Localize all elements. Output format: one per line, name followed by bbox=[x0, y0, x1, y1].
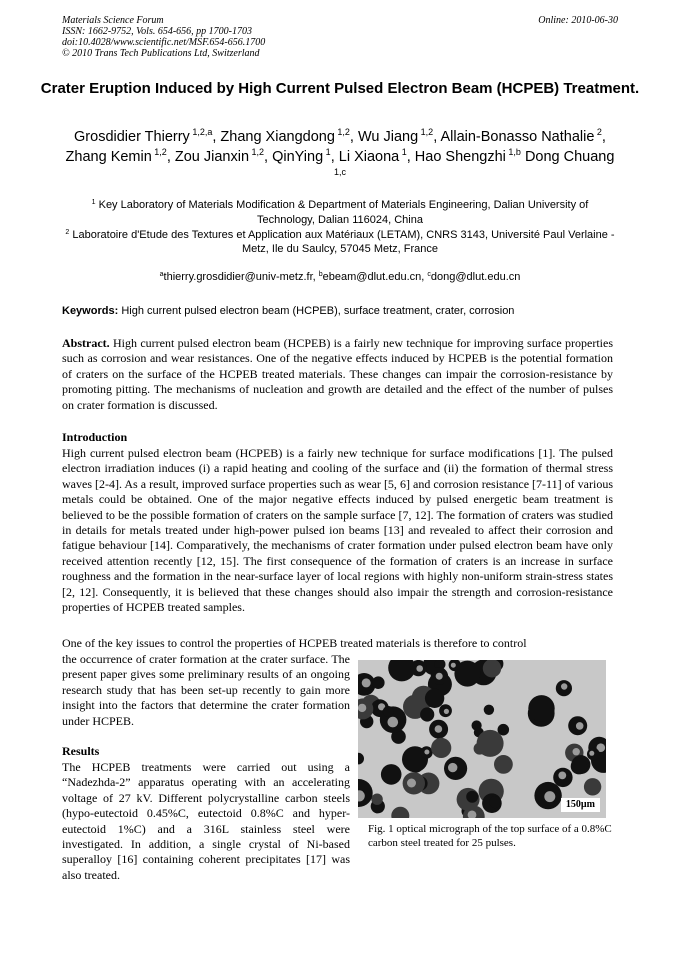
email-address[interactable]: thierry.grosdidier@univ-metz.fr bbox=[163, 271, 313, 283]
keywords-label: Keywords: bbox=[62, 305, 119, 317]
author-affiliation-mark: 1,2 bbox=[418, 127, 434, 137]
author-list: Grosdidier Thierry $^{1,2,a}$, Zhang Xiangdong $^{1,2}$, Wu Jiang $^{1,2}$, Allain-Bonasso Nathalie $^2$, Zhang Kemin $^{1,2}$, Zou Jianxin $^{1,2}$, QinYing $^1$, Li Xiaona $^1$, Hao Shengzhi $^{1,b}$ Dong Chuang $^{1,c}$ bbox=[65, 127, 615, 177]
email-mark: c bbox=[427, 271, 431, 278]
author-affiliation-mark: 1,2 bbox=[334, 127, 350, 137]
author-affiliation-mark: 1,b bbox=[505, 147, 521, 157]
keywords-text: High current pulsed electron beam (HCPEB), surface treatment, crater, corrosion bbox=[121, 305, 515, 317]
journal-doi[interactable]: doi:10.4028/www.scientific.net/MSF.654-656.1700 bbox=[62, 37, 266, 48]
abstract-label: Abstract. bbox=[62, 336, 110, 350]
author-name: Hao Shengzhi bbox=[414, 149, 506, 165]
micrograph-image bbox=[358, 660, 606, 818]
introduction-paragraph-2: One of the key issues to control the properties of HCPEB treated materials is therefore to control bbox=[62, 636, 527, 650]
author-name: QinYing bbox=[272, 149, 324, 165]
author-affiliation-mark: 2 bbox=[594, 127, 602, 137]
author-name: Li Xiaona bbox=[338, 149, 400, 165]
journal-copyright: © 2010 Trans Tech Publications Ltd, Switzerland bbox=[62, 48, 260, 59]
scale-bar-label: 150µm bbox=[561, 798, 600, 812]
author-name: Allain-Bonasso Nathalie bbox=[440, 129, 595, 145]
author-name: Zhang Kemin bbox=[65, 149, 152, 165]
affiliation-number: 2 bbox=[65, 228, 70, 236]
affiliation-text: Laboratoire d'Etude des Textures et Application aux Matériaux (LETAM), CNRS 3143, Université Paul Verlaine - Metz, Ile du Saulcy, 57045 Metz, France bbox=[69, 228, 615, 256]
journal-name: Materials Science Forum bbox=[62, 15, 164, 26]
figure-caption: Fig. 1 optical micrograph of the top surface of a 0.8%C carbon steel treated for 25 pulses. bbox=[368, 823, 612, 849]
abstract bbox=[62, 336, 613, 413]
email-address[interactable]: dong@dlut.edu.cn bbox=[430, 271, 521, 283]
introduction-paragraph-3: the occurrence of crater formation at the crater surface. The present paper gives some preliminary results of an ongoing research study that has been set-up recently to gain more insight into the factors that determine the crater formation under HCPEB. bbox=[62, 652, 350, 728]
introduction-paragraph-1: High current pulsed electron beam (HCPEB) is a fairly new technique for surface modifications [1]. The pulsed electron irradiation induces (i) a rapid heating and cooling of the surface and (ii) the formation of thermal stress waves [2-4]. As a result, improved surface properties such as wear [5, 6] and corrosion resistance [7-11] of various metals could be obtained. One of the major negative effects induced by pulsed energetic beam treatment is believed to be the possible formation of craters on the sample surface [7, 12]. The formation of craters was studied in details for metals treated under high-power pulsed ion beams [13] and revealed to affect their corrosion and fatigue behaviour [14]. Comparatively, the mechanisms of crater formation under pulsed electron beam have only received attention recently [12, 15]. The first consequence of the formation of craters is an increase in surface roughness and the formation in the near-surface layer of local regions with highly non-uniform strain-stress states [2, 12]. Consequently, it is believed that these changes should also impair the strength and corrosion-resistance properties of HCPEB treated samples. bbox=[62, 446, 613, 615]
author-affiliation-mark: 1,c bbox=[333, 167, 346, 177]
email-address[interactable]: ebeam@dlut.edu.cn bbox=[322, 271, 422, 283]
affiliation-number: 1 bbox=[91, 199, 96, 206]
author-affiliation-mark: 1 bbox=[323, 147, 331, 157]
author-name: Zhang Xiangdong bbox=[220, 129, 335, 145]
results-paragraph: The HCPEB treatments were carried out using a “Nadezhda-2” apparatus operating with an accelerating voltage of 27 kV. Different polycrystalline carbon steels (hypo-eutectoid 0.45%C, eutectoid 0.8%C and hyper-eutectoid 1%C) and a 316L stainless steel were investigated. In addition, a single crystal of Ni-based superalloy [16] containing coherent precipitates [17] was also treated. bbox=[62, 760, 350, 882]
author-name: Grosdidier Thierry bbox=[74, 129, 190, 145]
online-date: Online: 2010-06-30 bbox=[538, 15, 618, 26]
micrograph-figure bbox=[358, 660, 606, 818]
author-affiliation-mark: 1,2 bbox=[151, 147, 167, 157]
affiliation bbox=[62, 228, 618, 258]
affiliation bbox=[62, 198, 618, 228]
author-name: Dong Chuang bbox=[524, 149, 615, 165]
email-mark: b bbox=[318, 271, 323, 278]
abstract-text: High current pulsed electron beam (HCPEB) is a fairly new technique for improving surface properties such as corrosion and wear resistances. One of the negative effects induced by HCPEB is the potential formation of craters on the surface of the HCPEB treated materials. These changes can impair the corrosion-resistance by promoting pitting. The mechanisms of nucleation and growth are detailed and the effect of the number of pulses on crater formation is discussed. bbox=[62, 336, 613, 412]
email-mark: a bbox=[159, 271, 164, 278]
journal-header bbox=[62, 15, 618, 59]
journal-issn: ISSN: 1662-9752, Vols. 654-656, pp 1700-1703 bbox=[62, 26, 252, 37]
affiliation-text: Key Laboratory of Materials Modification & Department of Materials Engineering, Dalian University of Technology, Dalian 116024, China bbox=[95, 199, 589, 226]
affiliation-list bbox=[62, 198, 618, 257]
author-name: Zou Jianxin bbox=[174, 149, 250, 165]
keywords bbox=[62, 304, 618, 318]
email-list: $^a$thierry.grosdidier@univ-metz.fr, $^b$ebeam@dlut.edu.cn, $^c$dong@dlut.edu.cn bbox=[159, 271, 521, 283]
author-affiliation-mark: 1 bbox=[399, 147, 407, 157]
paper-title: Crater Eruption Induced by High Current Pulsed Electron Beam (HCPEB) Treatment. bbox=[40, 80, 640, 97]
author-affiliation-mark: 1,2,a bbox=[189, 127, 213, 137]
author-name: Wu Jiang bbox=[357, 129, 419, 145]
introduction-heading: Introduction bbox=[62, 430, 128, 444]
results-heading: Results bbox=[62, 744, 100, 758]
author-affiliation-mark: 1,2 bbox=[249, 147, 265, 157]
